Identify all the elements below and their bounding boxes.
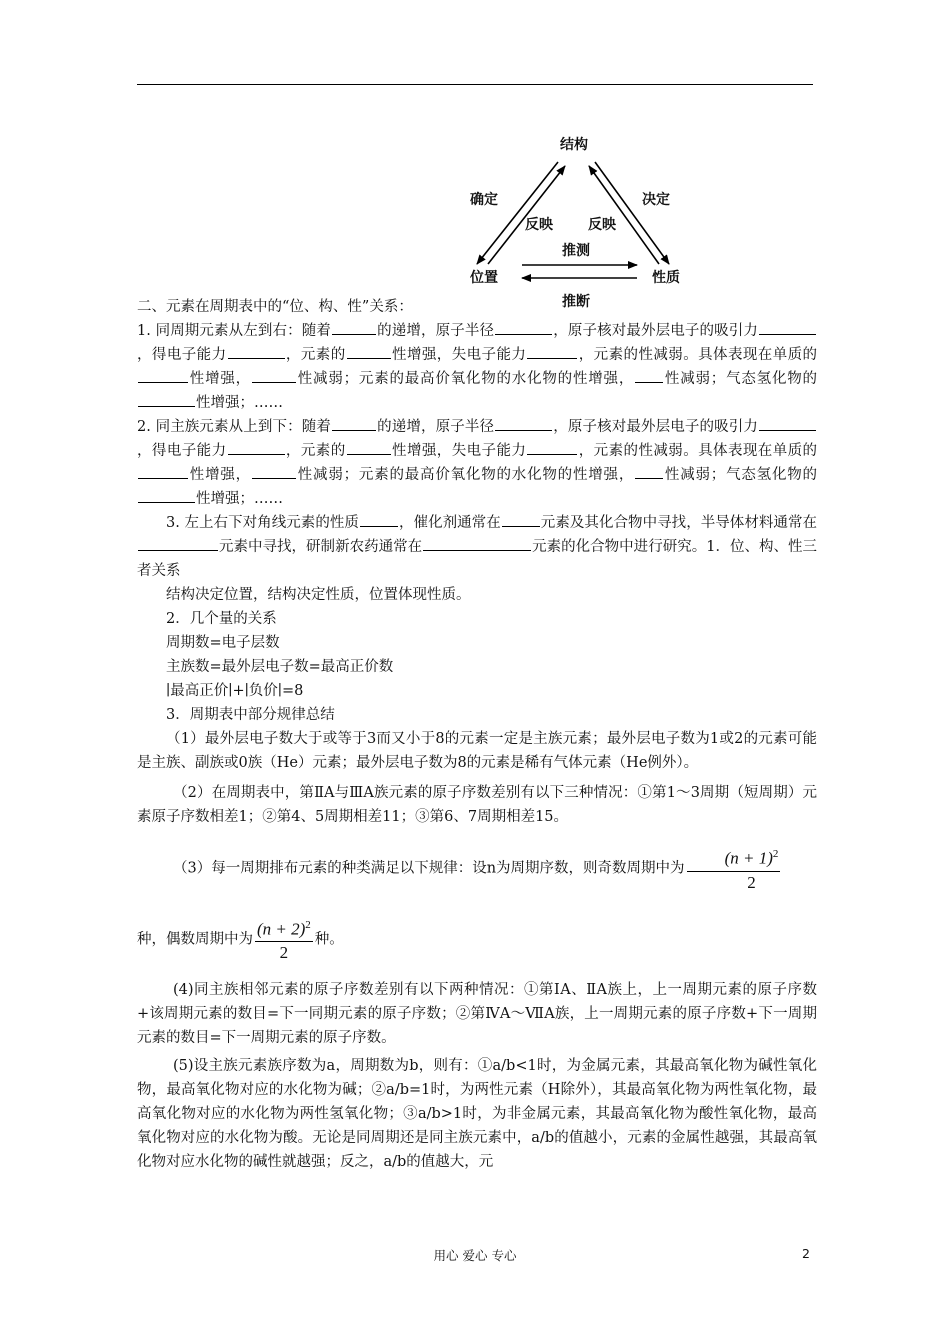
text: 性增强，失电子能力 [391,347,527,363]
header-rule [137,84,813,85]
text: 元素的化合物中进行研究。1．位、构、性三者关系 [137,539,818,579]
arrow-structure-to-property [595,162,669,264]
diagram-label-reflect-left: 反映 [525,217,553,233]
blank [423,535,531,551]
rule-3-part-1 [137,843,817,894]
page-number: 2 [802,1246,810,1261]
document-body [137,295,817,1174]
arrow-structure-to-position [477,162,558,264]
exponent: 2 [305,918,311,931]
blank [502,511,540,527]
text: ，元素的 [578,443,639,459]
text: 种，偶数周期中为 [137,930,253,947]
line-rules-heading: 3．周期表中部分规律总结 [166,707,335,723]
text: ，得电子能力 [137,443,227,459]
blank [347,439,391,455]
text: 种。 [314,930,344,947]
text: 元素及其化合物中寻找，半导体材料通常在 [540,515,817,531]
text: 2. 同主族元素从上到下：随着 [137,419,332,435]
blank [138,487,195,503]
text: 性减弱；气态氢化物的 [664,467,818,483]
diagram-label-decide-right: 决定 [642,192,670,208]
rule-4: (4)同主族相邻元素的原子序数差别有以下两种情况：①第ⅠA、ⅡA族上，上一周期元素的原子序数+该周期元素的数目=下一同期元素的原子序数；②第ⅣA～ⅦA族，上一周期元素的原子序数+下一周期元素的数目=下一周期元素的原子序数。 [137,982,817,1047]
blank [527,343,577,359]
paragraph-same-group [137,415,817,511]
formula-odd-period [687,843,781,894]
text: ，原子核对最外层电子的吸引力 [553,323,758,339]
text: 的递增，原子半径 [377,419,495,435]
exponent: 2 [772,848,779,860]
blank [138,367,188,383]
diagram-node-property: 性质 [652,270,680,286]
text: ，元素的 [285,347,346,363]
text: (n + 2) [257,919,306,939]
diagram-node-position: 位置 [470,270,498,286]
text: 性增强， [572,371,635,387]
line-valence-sum: ∣最高正价∣+∣负价∣=8 [166,683,304,699]
blank [252,463,296,479]
formula-denominator: 2 [747,872,756,892]
text: 性增强， [572,467,635,483]
line-quantities-heading: 2．几个量的关系 [166,611,277,627]
blank [228,343,285,359]
blank [228,439,285,455]
blank [347,343,391,359]
text: (n + 1) [724,848,773,868]
rule-2: （2）在周期表中，第ⅡA与ⅢA族元素的原子序数差别有以下三种情况：①第1～3周期（短周期）元素原子序数相差1；②第4、5周期相差11；③第6、7周期相差15。 [137,785,817,825]
rule-1: （1）最外层电子数大于或等于3而又小于8的元素一定是主族元素；最外层电子数为1或2的元素可能是主族、副族或0族（He）元素；最外层电子数为8的元素是稀有气体元素（He例外）。 [137,731,817,771]
text: 元素中寻找，研制新农药通常在 [219,539,423,555]
text: 性减弱。具体表现在单质的 [638,347,818,363]
paragraph-diagonal [137,511,817,583]
section-title: 二、元素在周期表中的“位、构、性”关系： [137,299,413,315]
text: 性增强， [189,371,251,387]
line-relation: 结构决定位置，结构决定性质，位置体现性质。 [166,587,471,603]
text: 性减弱；气态氢化物的 [664,371,818,387]
formula-denominator: 2 [279,943,289,963]
text: 性减弱；元素的最高价氧化物的水化物的 [296,467,573,483]
formula-even-period [255,914,313,965]
text: 性减弱。具体表现在单质的 [638,443,818,459]
blank [138,391,195,407]
diagram-arrows [462,128,698,318]
rule-5: (5)设主族元素族序数为a，周期数为b，则有：①a/b<1时，为金属元素，其最高氧化物为碱性氧化物，最高氧化物对应的水化物为碱；②a/b=1时，为两性元素（H除外），其最高氧化物为两性氧化物，最高氧化物对应的水化物为两性氢氧化物；③a/b>1时，为非金属元素，其最高氧化物为酸性氧化物，最高氧化物对应的水化物为酸。无论是同周期还是同主族元素中，a/b的值越小，元素的金属性越强，其最高氧化物对应水化物的碱性就越强；反之，a/b的值越大，元 [137,1058,817,1171]
blank [635,367,663,383]
blank [252,367,296,383]
formula-numerator [255,914,313,943]
structure-position-property-diagram [462,128,698,318]
blank [360,511,398,527]
text: ，原子核对最外层电子的吸引力 [553,419,758,435]
diagram-label-deduce: 推断 [562,294,590,310]
blank [759,415,816,431]
text: （3）每一周期排布元素的种类满足以下规律：设n为周期序数，则奇数周期中为 [173,860,685,877]
diagram-label-determine-left: 确定 [470,192,498,208]
blank [138,535,218,551]
blank [332,319,376,335]
paragraph-same-period [137,319,817,415]
blank [495,319,552,335]
blank [495,415,552,431]
blank [138,463,188,479]
blank [759,319,816,335]
text: 性增强， [189,467,251,483]
text: 性减弱；元素的最高价氧化物的水化物的 [296,371,573,387]
text: 的递增，原子半径 [377,323,495,339]
blank [332,415,376,431]
footer-motto: 用心 爱心 专心 [433,1248,517,1263]
text: 3. 左上右下对角线元素的性质 [166,515,359,531]
text: ，催化剂通常在 [398,515,501,531]
blank [635,463,663,479]
text: ，元素的 [285,443,346,459]
blank [527,439,577,455]
diagram-label-infer: 推测 [562,243,590,259]
rule-3-part-2 [137,914,817,965]
formula-numerator [687,843,781,872]
text: 性增强，失电子能力 [391,443,527,459]
text: ，元素的 [578,347,639,363]
diagram-label-reflect-right: 反映 [588,217,616,233]
diagram-node-structure: 结构 [560,137,588,153]
text: 1. 同周期元素从左到右：随着 [137,323,332,339]
line-group-number: 主族数=最外层电子数=最高正价数 [166,659,394,675]
text: 性增强；…… [196,491,283,507]
line-period-number: 周期数=电子层数 [166,635,280,651]
text: 性增强；…… [196,395,283,411]
text: ，得电子能力 [137,347,227,363]
